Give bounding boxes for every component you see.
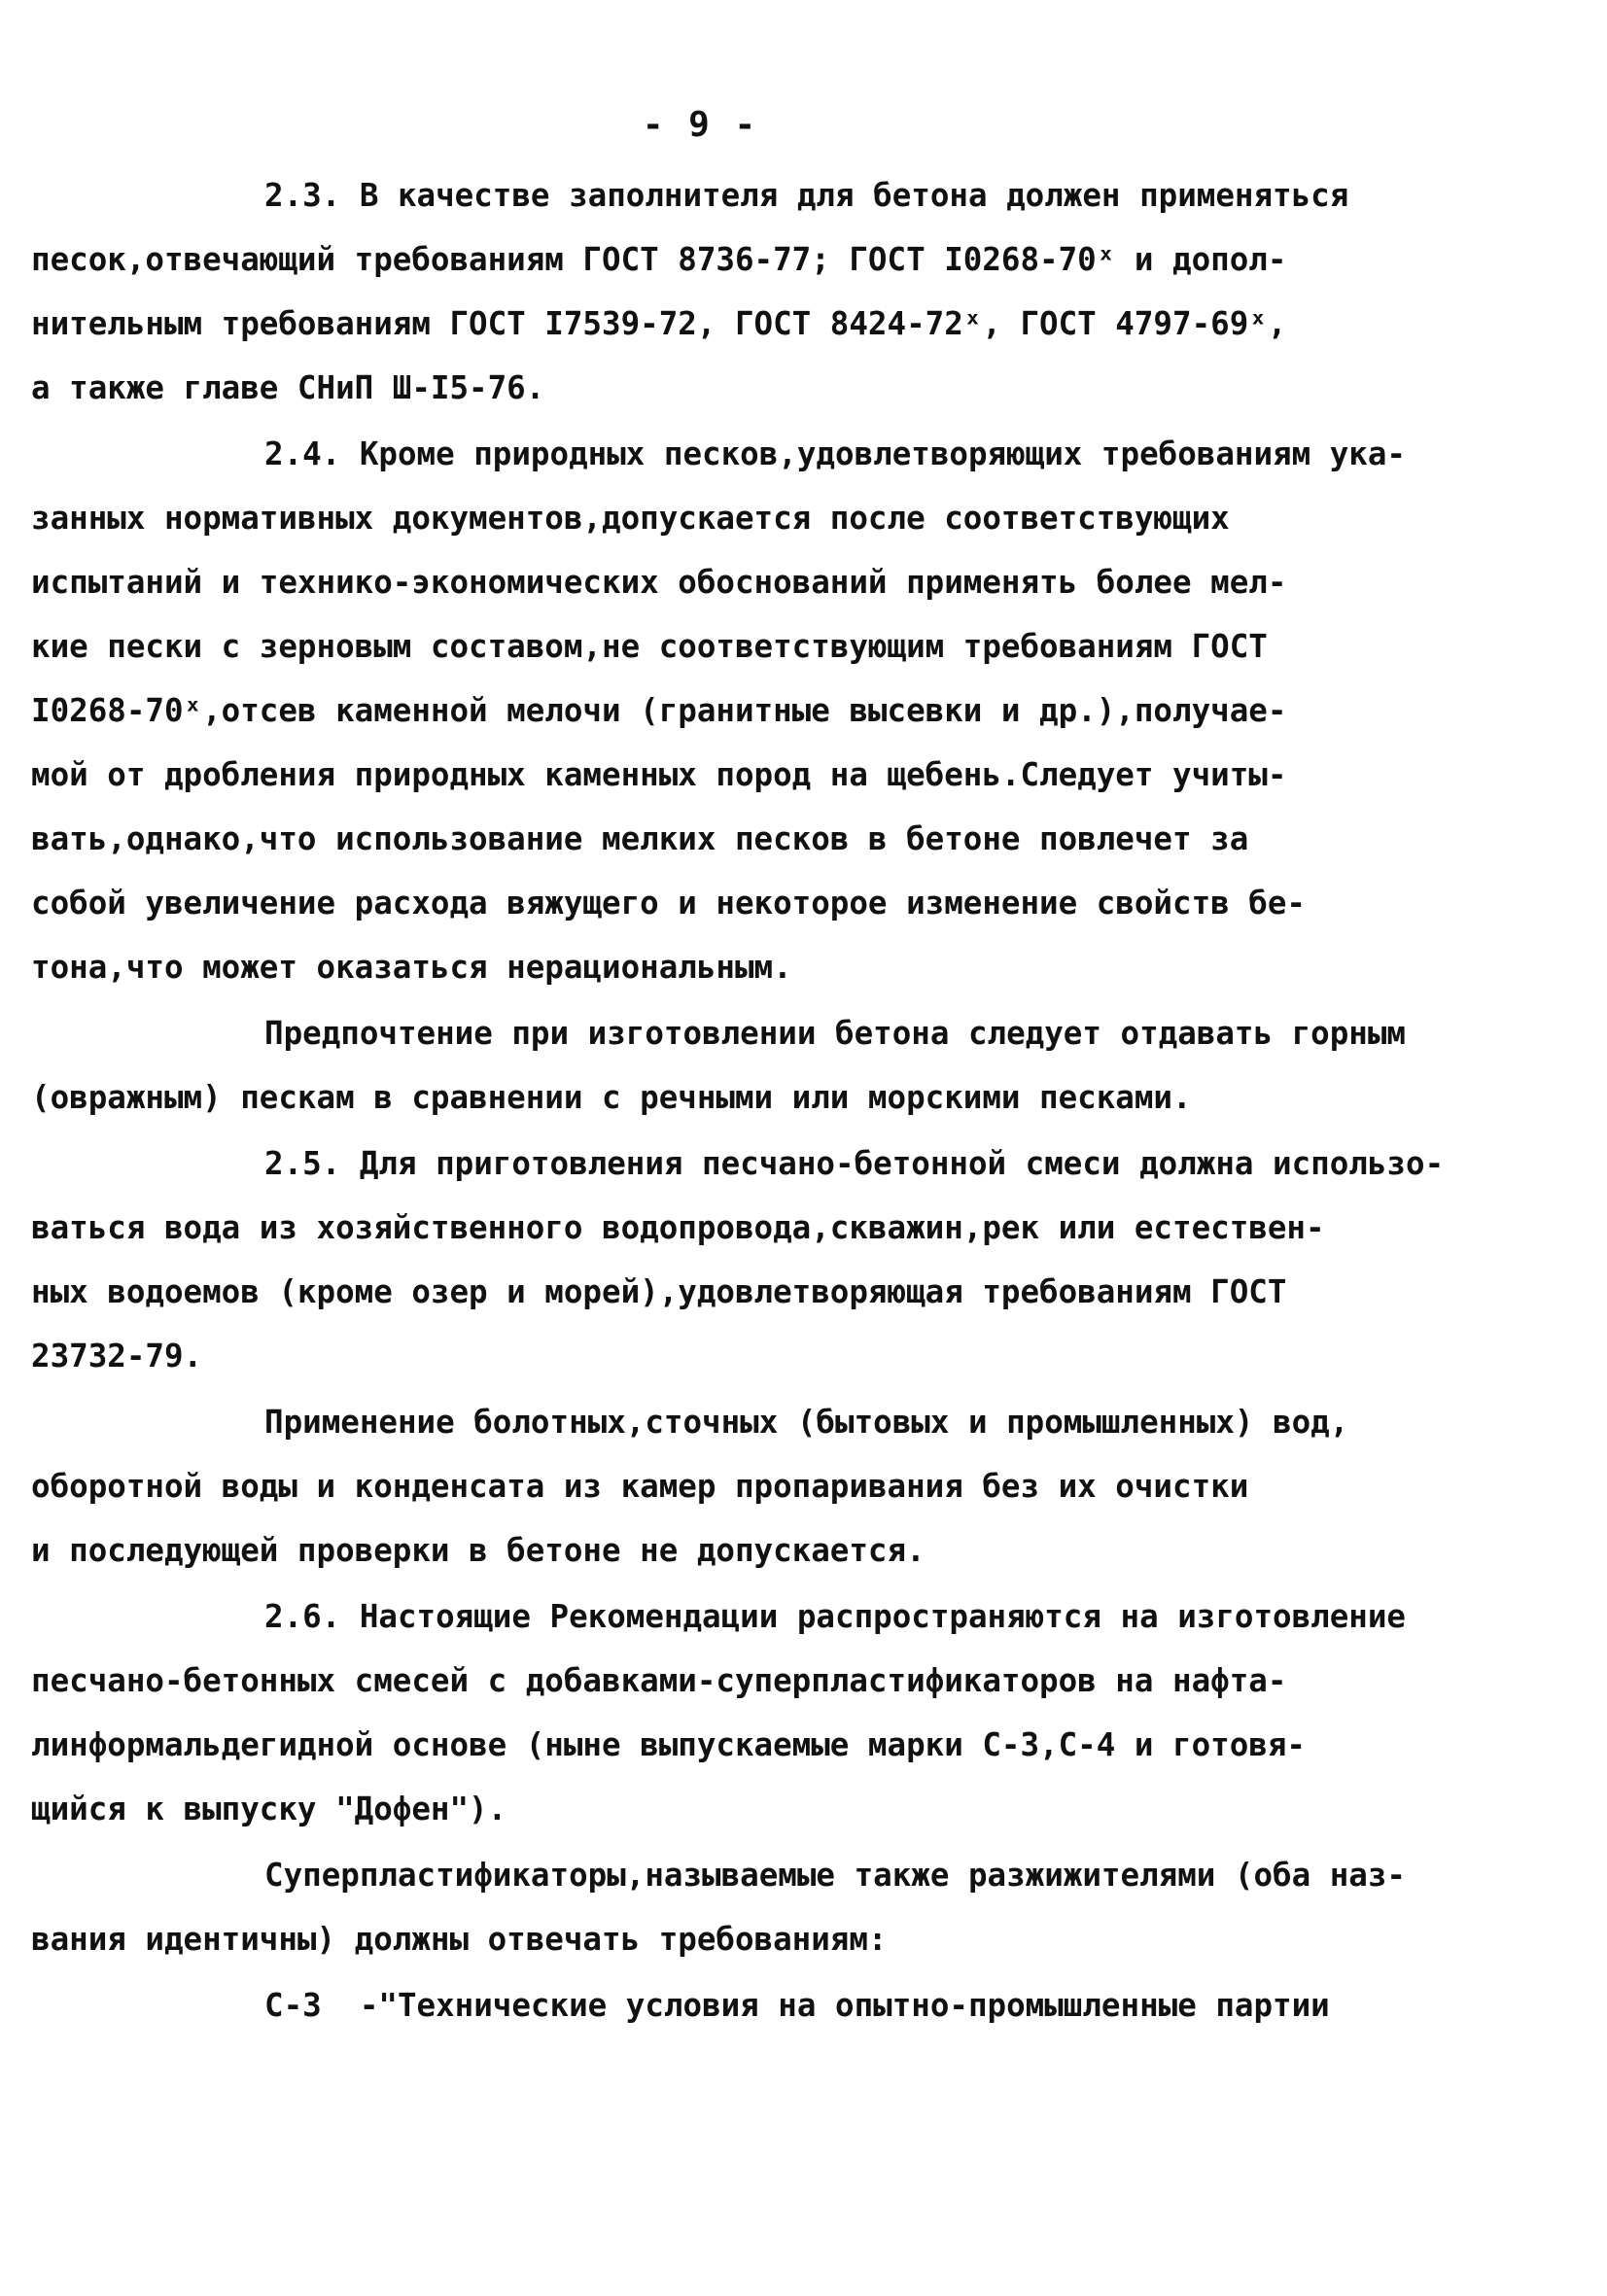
text-line: занных нормативных документов,допускается после соответствующих — [31, 500, 1230, 537]
text-line: 2.5. Для приготовления песчано-бетонной смеси должна использо- — [264, 1145, 1445, 1182]
page-number: - 9 - — [642, 105, 758, 145]
text-line: собой увеличение расхода вяжущего и некоторое изменение свойств бе- — [31, 885, 1306, 922]
text-line: кие пески с зерновым составом,не соответствующим требованиям ГОСТ — [31, 628, 1268, 665]
text-line: оборотной воды и конденсата из камер пропаривания без их очистки — [31, 1468, 1249, 1505]
paragraph-water-restrictions — [31, 1390, 1499, 1583]
text-line: I0268-70ˣ,отсев каменной мелочи (гранитные высевки и др.),получае- — [31, 692, 1287, 729]
paragraph-2-6 — [31, 1584, 1499, 1841]
text-line: а также главе СНиП Ш-I5-76. — [31, 369, 545, 406]
text-line: 2.6. Настоящие Рекомендации распространяются на изготовление — [264, 1598, 1406, 1635]
text-line: линформальдегидной основе (ныне выпускаемые марки С-3,С-4 и готовя- — [31, 1726, 1306, 1763]
paragraph-preference — [31, 1001, 1499, 1130]
text-line: тона,что может оказаться нерациональным. — [31, 949, 792, 986]
paragraph-superplasticizers — [31, 1843, 1499, 1971]
text-line: мой от дробления природных каменных пород на щебень.Следует учиты- — [31, 756, 1287, 793]
text-line: 2.3. В качестве заполнителя для бетона должен применяться — [264, 177, 1349, 214]
text-line: Суперпластификаторы,называемые также разжижителями (оба наз- — [264, 1857, 1406, 1894]
text-line: ных водоемов (кроме озер и морей),удовлетворяющая требованиям ГОСТ — [31, 1273, 1287, 1310]
text-line: Применение болотных,сточных (бытовых и промышленных) вод, — [264, 1404, 1349, 1441]
text-line: вания идентичны) должны отвечать требованиям: — [31, 1921, 888, 1958]
text-line: щийся к выпуску "Дофен"). — [31, 1791, 507, 1827]
paragraph-2-3 — [31, 163, 1499, 420]
paragraph-2-5 — [31, 1131, 1499, 1388]
text-line: ваться вода из хозяйственного водопровода,скважин,рек или естествен- — [31, 1209, 1325, 1246]
text-line: Предпочтение при изготовлении бетона следует отдавать горным — [264, 1015, 1406, 1052]
text-line: и последующей проверки в бетоне не допускается. — [31, 1532, 926, 1569]
text-line: нительным требованиям ГОСТ I7539-72, ГОСТ 8424-72ˣ, ГОСТ 4797-69ˣ, — [31, 305, 1287, 342]
text-line: (овражным) пескам в сравнении с речными или морскими песками. — [31, 1079, 1192, 1116]
text-line: 2.4. Кроме природных песков,удовлетворяющих требованиям ука- — [264, 435, 1406, 472]
text-line: песчано-бетонных смесей с добавками-суперпластификаторов на нафта- — [31, 1662, 1287, 1699]
text-line: С-3 -"Технические условия на опытно-промышленные партии — [264, 1987, 1330, 2024]
paragraph-2-4 — [31, 422, 1499, 999]
text-line: 23732-79. — [31, 1338, 203, 1374]
text-line: вать,однако,что использование мелких песков в бетоне повлечет за — [31, 820, 1249, 857]
text-line: песок,отвечающий требованиям ГОСТ 8736-77; ГОСТ I0268-70ˣ и допол- — [31, 241, 1287, 278]
body-text — [31, 163, 1499, 2037]
text-line: испытаний и технико-экономических обоснований применять более мел- — [31, 564, 1287, 601]
paragraph-c3-spec — [148, 1973, 1499, 2037]
